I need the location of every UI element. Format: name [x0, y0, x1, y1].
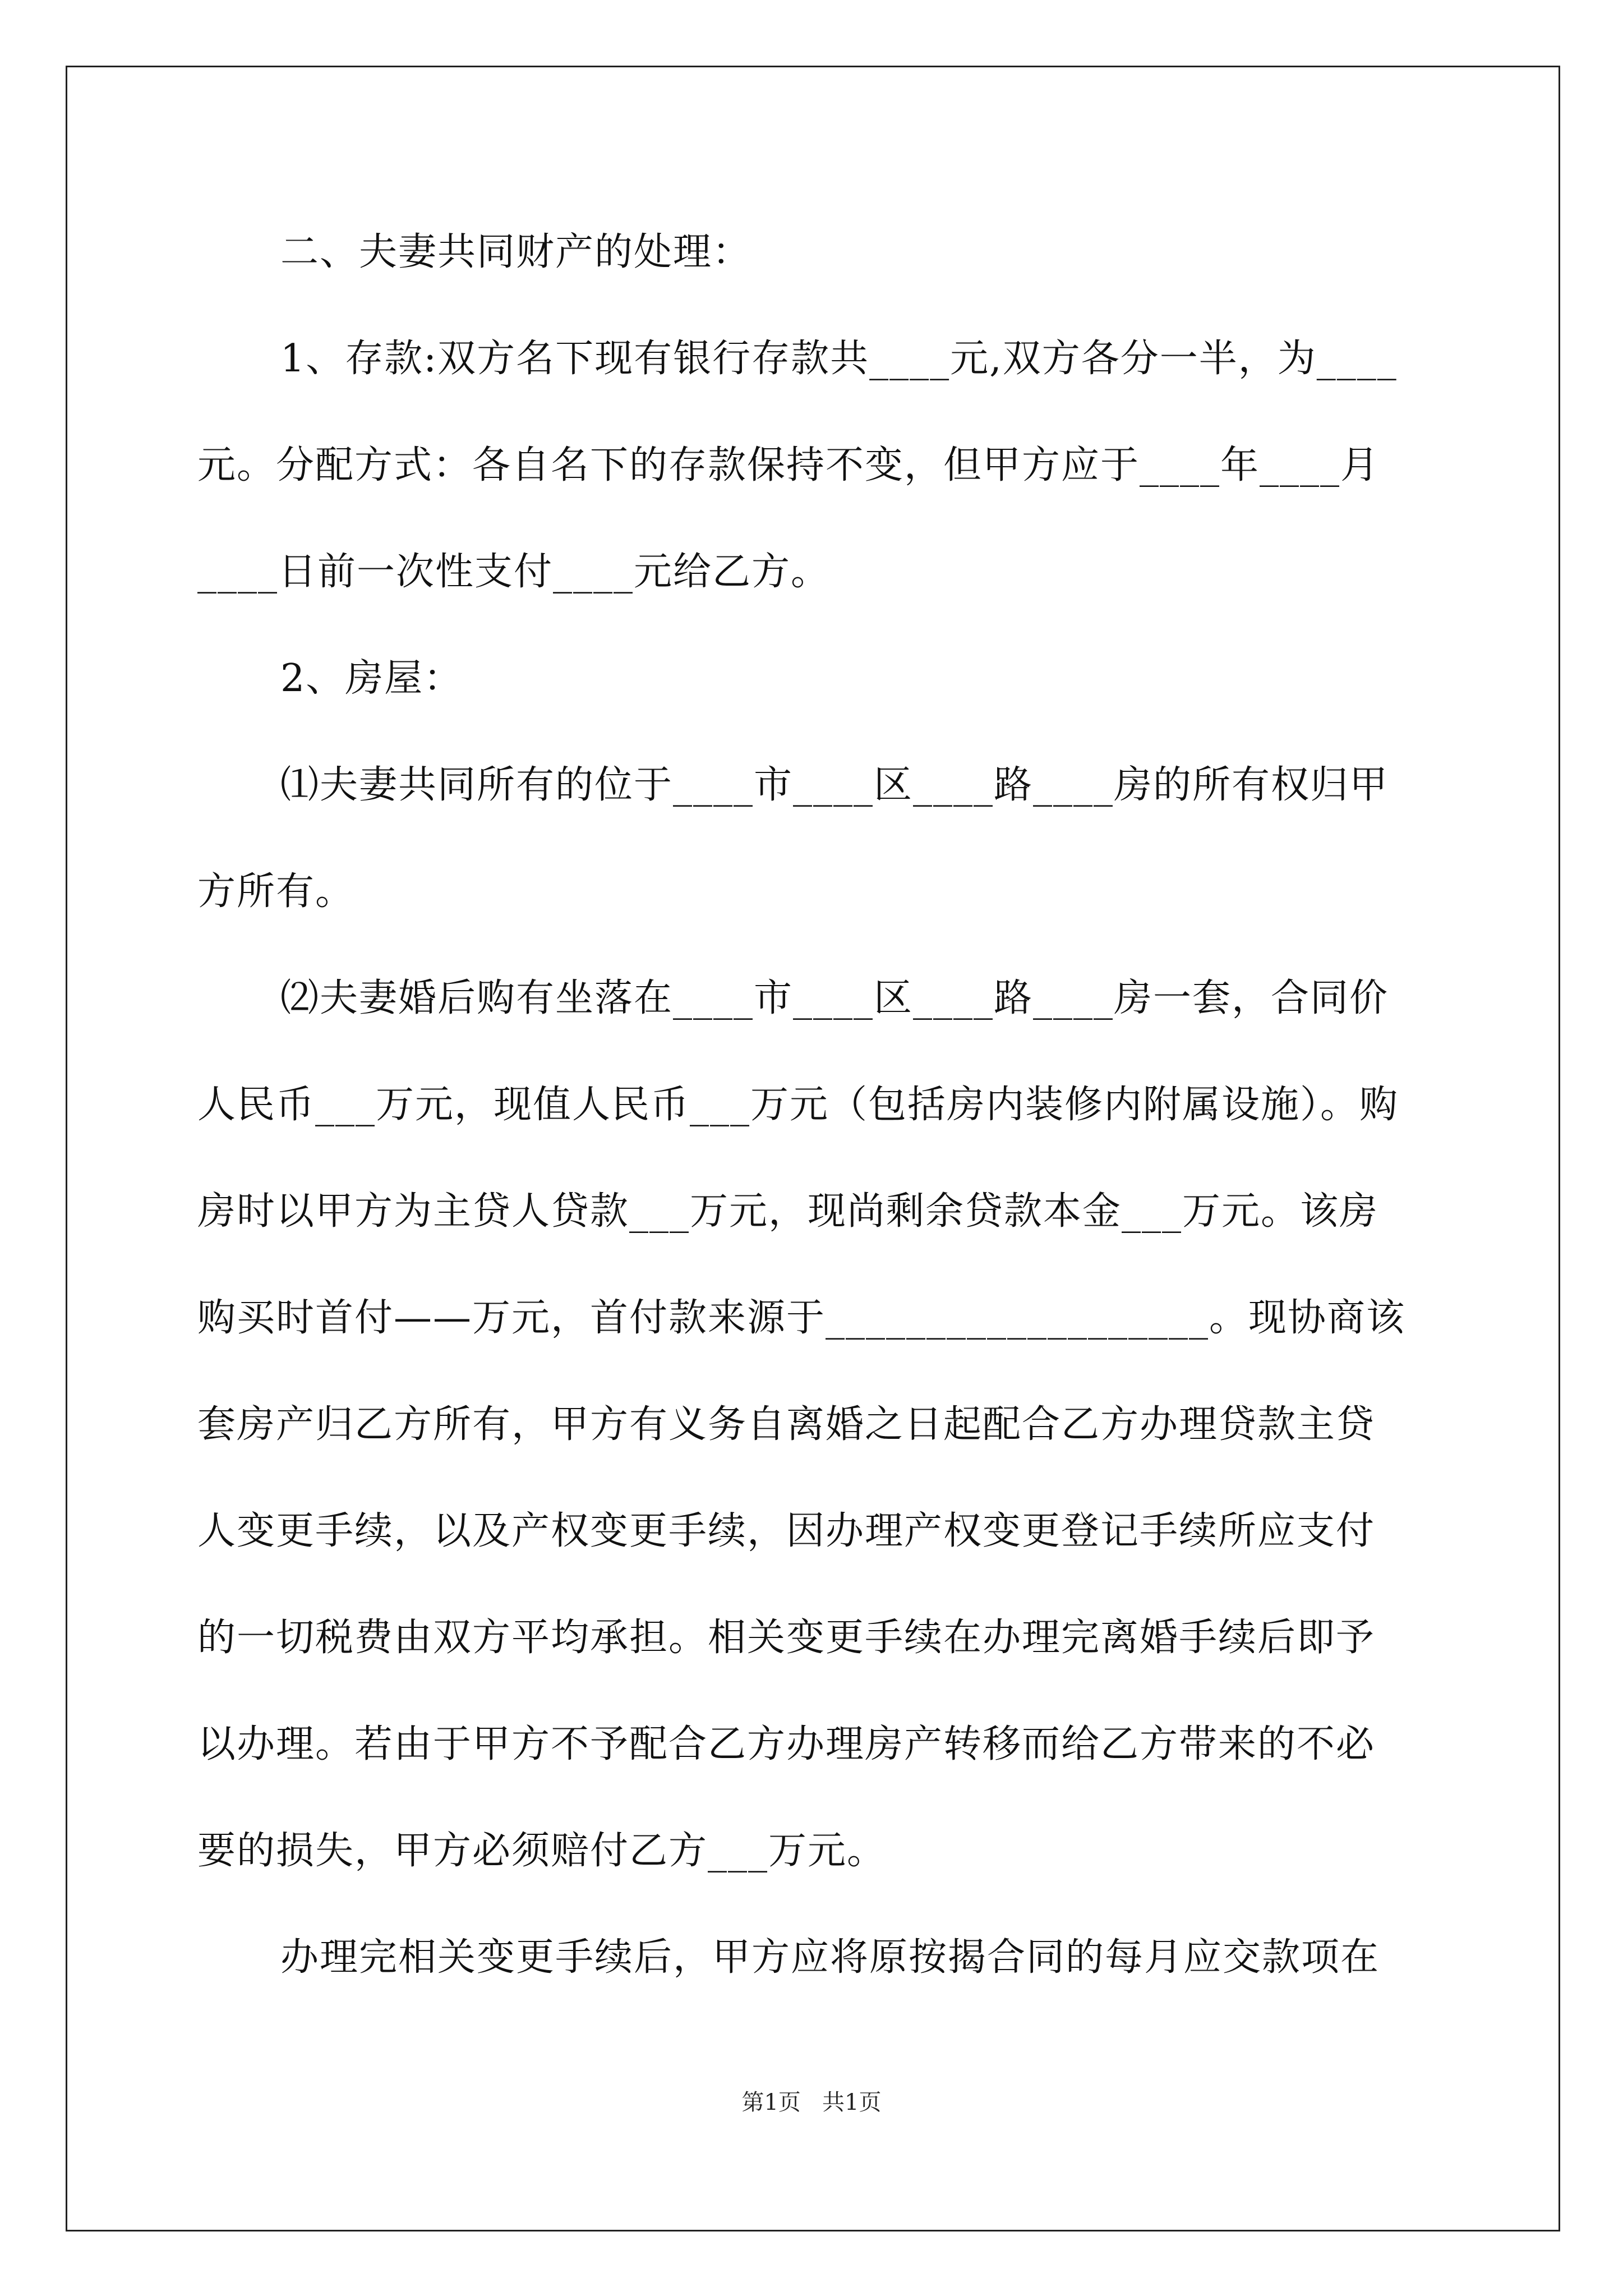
subsection-heading: 2、房屋：: [280, 656, 463, 701]
paragraph-line: 人民币___万元，现值人民币___万元（包括房内装修内附属设施）。购: [197, 1083, 1399, 1127]
paragraph-line: ⑵夫妻婚后购有坐落在____市____区____路____房一套，合同价: [280, 976, 1389, 1020]
paragraph-line: 人变更手续，以及产权变更手续，因办理产权变更登记手续所应支付: [197, 1509, 1376, 1553]
paragraph-line: 办理完相关变更手续后，甲方应将原按揭合同的每月应交款项在: [280, 1935, 1380, 1980]
section-heading: 二、夫妻共同财产的处理：: [280, 230, 752, 274]
paragraph-line: 套房产归乙方所有，甲方有义务自离婚之日起配合乙方办理贷款主贷: [197, 1402, 1376, 1447]
paragraph-line: ____日前一次性支付____元给乙方。: [197, 550, 831, 594]
paragraph-line: 房时以甲方为主贷人贷款___万元，现尚剩余贷款本金___万元。该房: [197, 1189, 1379, 1234]
paragraph-line: 元。分配方式：各自名下的存款保持不变，但甲方应于____年____月: [197, 443, 1380, 487]
page-number-footer: 第1页 共1页: [741, 2090, 882, 2115]
paragraph-line: 方所有。: [197, 869, 355, 914]
paragraph-line: 要的损失，甲方必须赔付乙方___万元。: [197, 1829, 887, 1873]
paragraph-line: 以办理。若由于甲方不予配合乙方办理房产转移而给乙方带来的不必: [197, 1722, 1376, 1766]
paragraph-line: 的一切税费由双方平均承担。相关变更手续在办理完离婚手续后即予: [197, 1616, 1376, 1660]
paragraph-line: 购买时首付——万元，首付款来源于___________________。现协商该: [197, 1296, 1406, 1340]
page-border: [66, 66, 1560, 2231]
paragraph-line: ⑴夫妻共同所有的位于____市____区____路____房的所有权归甲: [280, 763, 1389, 807]
paragraph-line: 1、存款:双方名下现有银行存款共____元,双方各分一半，为____: [280, 337, 1398, 381]
